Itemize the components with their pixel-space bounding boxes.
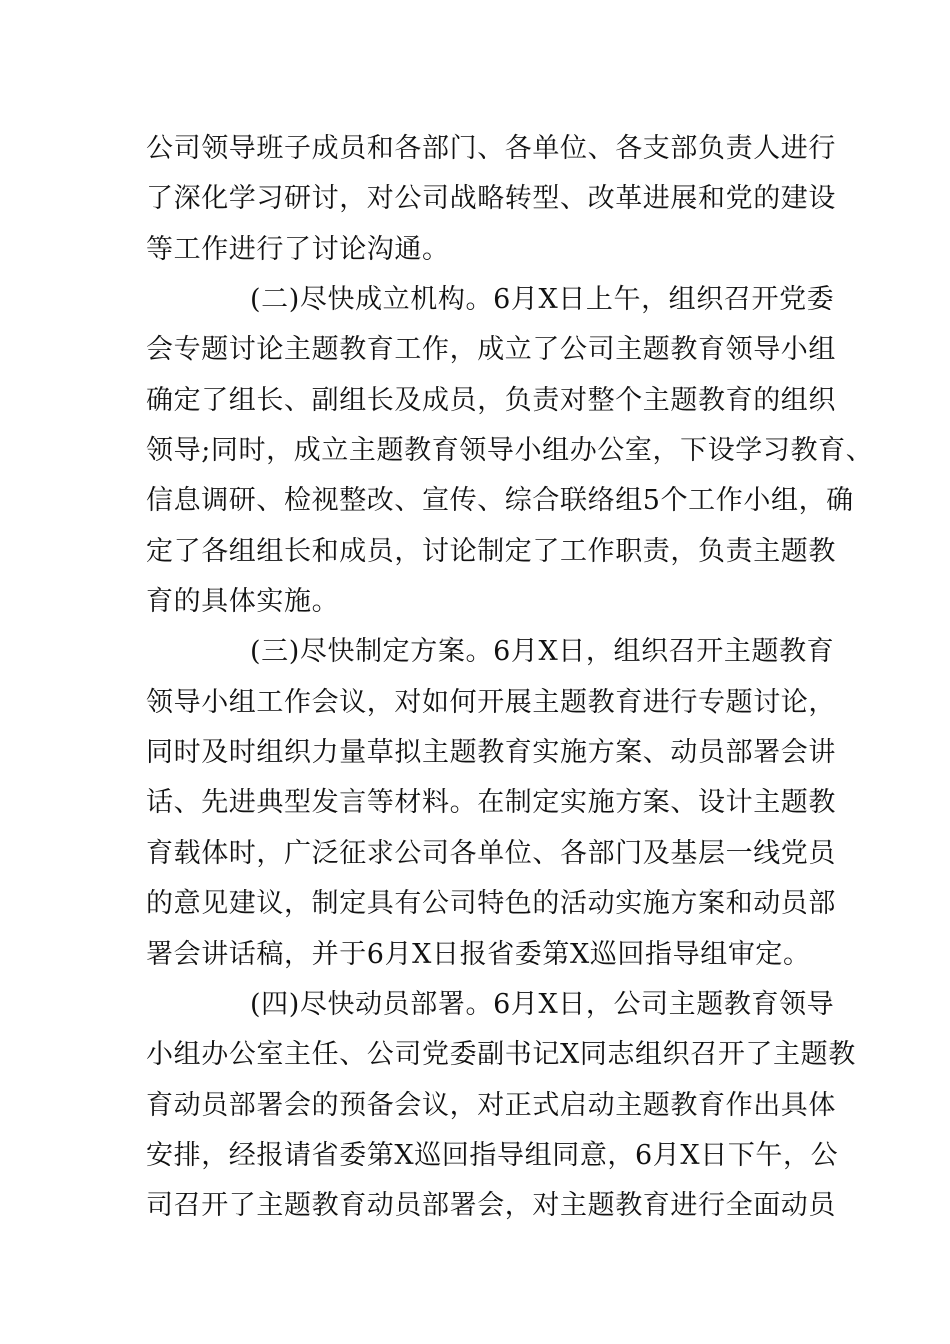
text-line: 的意见建议，制定具有公司特色的活动实施方案和动员部 bbox=[146, 888, 836, 920]
text-line: 育载体时，广泛征求公司各单位、各部门及基层一线党员 bbox=[146, 837, 836, 869]
section-heading-line: (四)尽快动员部署。6月X日，公司主题教育领导 bbox=[250, 988, 835, 1020]
text-line: 了深化学习研讨，对公司战略转型、改革进展和党的建设 bbox=[146, 183, 836, 215]
text-line: 同时及时组织力量草拟主题教育实施方案、动员部署会讲 bbox=[146, 737, 836, 769]
text-line: 署会讲话稿，并于6月X日报省委第X巡回指导组审定。 bbox=[146, 938, 811, 970]
section-heading-line: (三)尽快制定方案。6月X日，组织召开主题教育 bbox=[250, 636, 835, 668]
text-line: 领导;同时，成立主题教育领导小组办公室，下设学习教育、 bbox=[146, 435, 874, 467]
text-line: 安排，经报请省委第X巡回指导组同意，6月X日下午，公 bbox=[146, 1139, 839, 1171]
text-line: 确定了组长、副组长及成员，负责对整个主题教育的组织 bbox=[146, 384, 836, 416]
text-line: 小组办公室主任、公司党委副书记X同志组织召开了主题教 bbox=[146, 1039, 856, 1071]
text-line: 定了各组组长和成员，讨论制定了工作职责，负责主题教 bbox=[146, 535, 836, 567]
text-line: 会专题讨论主题教育工作，成立了公司主题教育领导小组 bbox=[146, 334, 836, 366]
body-text bbox=[146, 124, 874, 1232]
text-line: 等工作进行了讨论沟通。 bbox=[146, 233, 450, 265]
text-line: 领导小组工作会议，对如何开展主题教育进行专题讨论， bbox=[146, 686, 836, 718]
section-heading-line: (二)尽快成立机构。6月X日上午，组织召开党委 bbox=[250, 284, 835, 316]
text-line: 话、先进典型发言等材料。在制定实施方案、设计主题教 bbox=[146, 787, 836, 819]
text-line: 育动员部署会的预备会议，对正式启动主题教育作出具体 bbox=[146, 1089, 836, 1121]
text-line: 育的具体实施。 bbox=[146, 586, 340, 618]
text-line: 司召开了主题教育动员部署会，对主题教育进行全面动员 bbox=[146, 1190, 836, 1222]
text-line: 信息调研、检视整改、宣传、综合联络组5个工作小组，确 bbox=[146, 485, 854, 517]
text-line: 公司领导班子成员和各部门、各单位、各支部负责人进行 bbox=[146, 133, 836, 164]
